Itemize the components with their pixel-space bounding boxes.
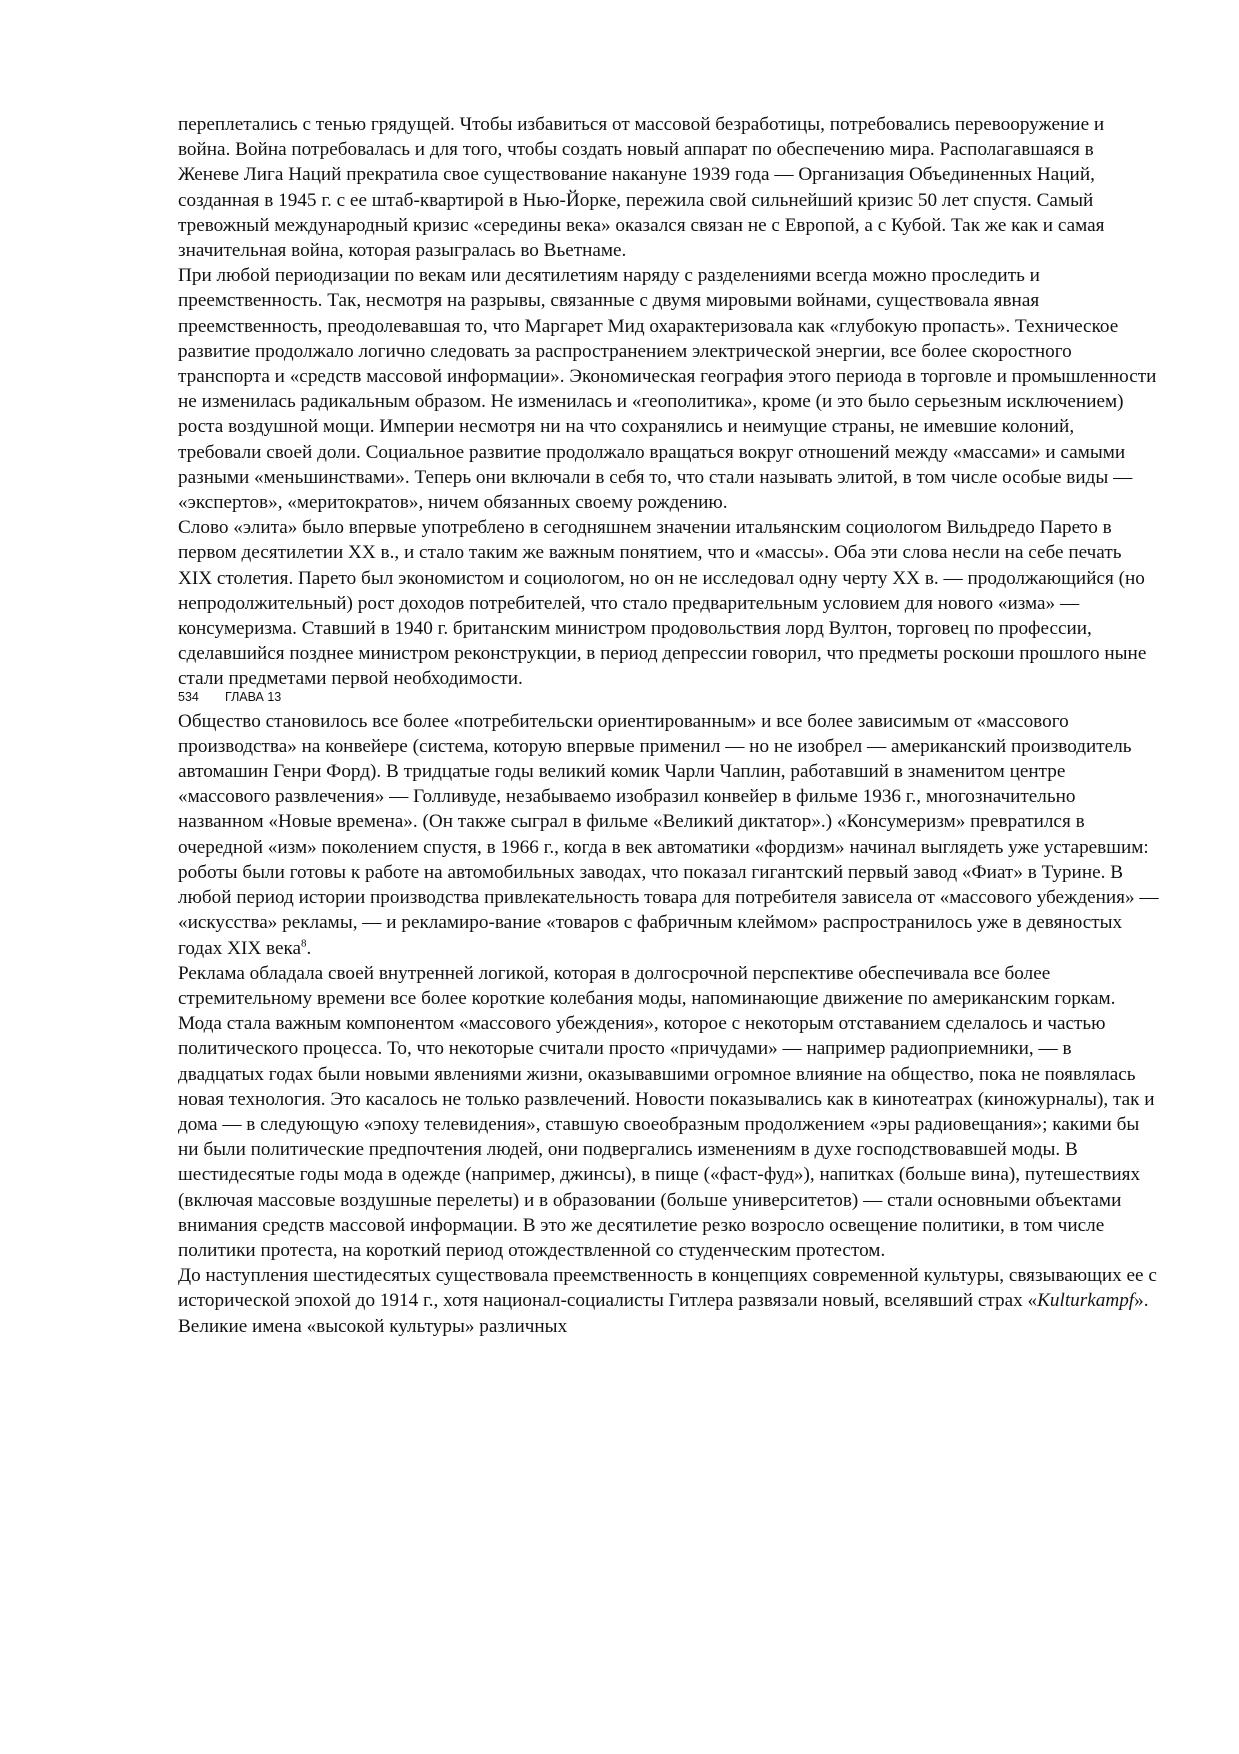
book-page — [178, 112, 1159, 1339]
paragraph-elite: Слово «элита» было впервые употреблено в сегодняшнем значении итальянским социологом Вильдредо Парето в первом десятилетии XX в., и стало таким же важным понятием, что и «массы». Оба эти слова несли на себе печать XIX столетия. Парето был экономистом и социологом, но он не исследовал одну черту XX в. — продолжающийся (но непродолжительный) рост доходов потребителей, что стало предварительным условием для нового «изма» — консумеризма. Ставший в 1940 г. британским министром продовольствия лорд Вултон, торговец по профессии, сделавшийся позднее министром реконструкции, в период депрессии говорил, что предметы роскоши прошлого ныне стали предметами первой необходимости. — [178, 517, 1147, 690]
kulturkampf-term: Kulturkampf — [1037, 1290, 1135, 1312]
running-head — [178, 690, 1159, 704]
page-number: 534 — [178, 689, 199, 704]
paragraph-consumerism — [178, 709, 1159, 961]
chapter-label: ГЛАВА 13 — [225, 689, 282, 704]
paragraph-consumerism-text: Общество становилось все более «потребительски ориентированным» и все более зависимым от «массового производства» на конвейере (система, которую впервые применил — но не изобрел — американский производитель автомашин Генри Форд). В тридцатые годы великий комик Чарли Чаплин, работавший в знаменитом центре «массового развлечения» — Голливуде, незабываемо изобразил конвейер в фильме 1936 г., многозначительно названном «Новые времена». (Он также сыграл в фильме «Великий диктатор».) «Консумеризм» превратился в очередной «изм» поколением спустя, в 1966 г., когда в век автоматики «фордизм» начинал выглядеть уже устаревшим: роботы были готовы к работе на автомобильных заводах, что показал гигантский первый завод «Фиат» в Турине. В любой период истории производства привлекательность товара для потребителя зависела от «массового убеждения» — «искусства» рекламы, — и рекламиро-вание «товаров с фабричным клеймом» распространилось уже в девяностых годах XIX века — [178, 710, 1159, 959]
paragraph-culture-text: До наступления шестидесятых существовала преемственность в концепциях современной культуры, связывающих ее с исторической эпохой до 1914 г., хотя национал-социалисты Гитлера развязали новый, вселявший страх « — [178, 1265, 1157, 1312]
paragraph-culture-end: ». Великие имена «высокой культуры» различных — [178, 1290, 1149, 1337]
paragraph-war-and-peace: переплетались с тенью грядущей. Чтобы избавиться от массовой безработицы, потребовались перевооружение и война. Война потребовалась и для того, чтобы создать новый аппарат по обеспечению мира. Располагавшаяся в Женеве Лига Наций прекратила свое существование накануне 1939 года — Организация Объединенных Наций, созданная в 1945 г. с ее штаб-квартирой в Нью-Йорке, пережила свой сильнейший кризис 50 лет спустя. Самый тревожный международный кризис «середины века» оказался связан не с Европой, а с Кубой. Так же как и самая значительная война, которая разыгралась во Вьетнаме. — [178, 114, 1105, 262]
paragraph-consumerism-end: . — [306, 937, 312, 959]
footnote-ref: 8 — [301, 937, 307, 950]
paragraph-advertising: Реклама обладала своей внутренней логикой, которая в долгосрочной перспективе обеспечивала все более стремительному времени все более короткие колебания моды, напоминающие движение по американским горкам. Мода стала важным компонентом «массового убеждения», которое с некоторым отставанием сделалось и частью политического процесса. То, что некоторые считали просто «причудами» — например радиоприемники, — в двадцатых годах были новыми явлениями жизни, оказывавшими огромное влияние на общество, пока не появлялась новая технология. Это касалось не только развлечений. Новости показывались как в кинотеатрах (киножурналы), так и дома — в следующую «эпоху телевидения», ставшую своеобразным продолжением «эры радиовещания»; какими бы ни были политические предпочтения людей, они подвергались изменениям в духе господствовавшей моды. В шестидесятые годы мода в одежде (например, джинсы), в пище («фаст-фуд»), напитках (больше вина), путешествиях (включая массовые воздушные перелеты) и в образовании (больше университетов) — стали основными объектами внимания средств массовой информации. В это же десятилетие резко возросло освещение политики, в том числе политики протеста, на короткий период отождествленной со студенческим протестом. — [178, 962, 1155, 1261]
paragraph-culture — [178, 1263, 1159, 1339]
paragraph-continuity: При любой периодизации по векам или десятилетиям наряду с разделениями всегда можно проследить и преемственность. Так, несмотря на разрывы, связанные с двумя мировыми войнами, существовала явная преемственность, преодолевавшая то, что Маргарет Мид охарактеризовала как «глубокую пропасть». Техническое развитие продолжало логично следовать за распространением электрической энергии, все более скоростного транспорта и «средств массовой информации». Экономическая география этого периода в торговле и промышленности не изменилась радикальным образом. Не изменилась и «геополитика», кроме (и это было серьезным исключением) роста воздушной мощи. Империи несмотря ни на что сохранялись и неимущие страны, не имевшие колоний, требовали своей доли. Социальное развитие продолжало вращаться вокруг отношений между «массами» и самыми разными «меньшинствами». Теперь они включали в себя то, что стали называть элитой, в том числе особые виды — «экспертов», «меритократов», ничем обязанных своему рождению. — [178, 265, 1157, 514]
